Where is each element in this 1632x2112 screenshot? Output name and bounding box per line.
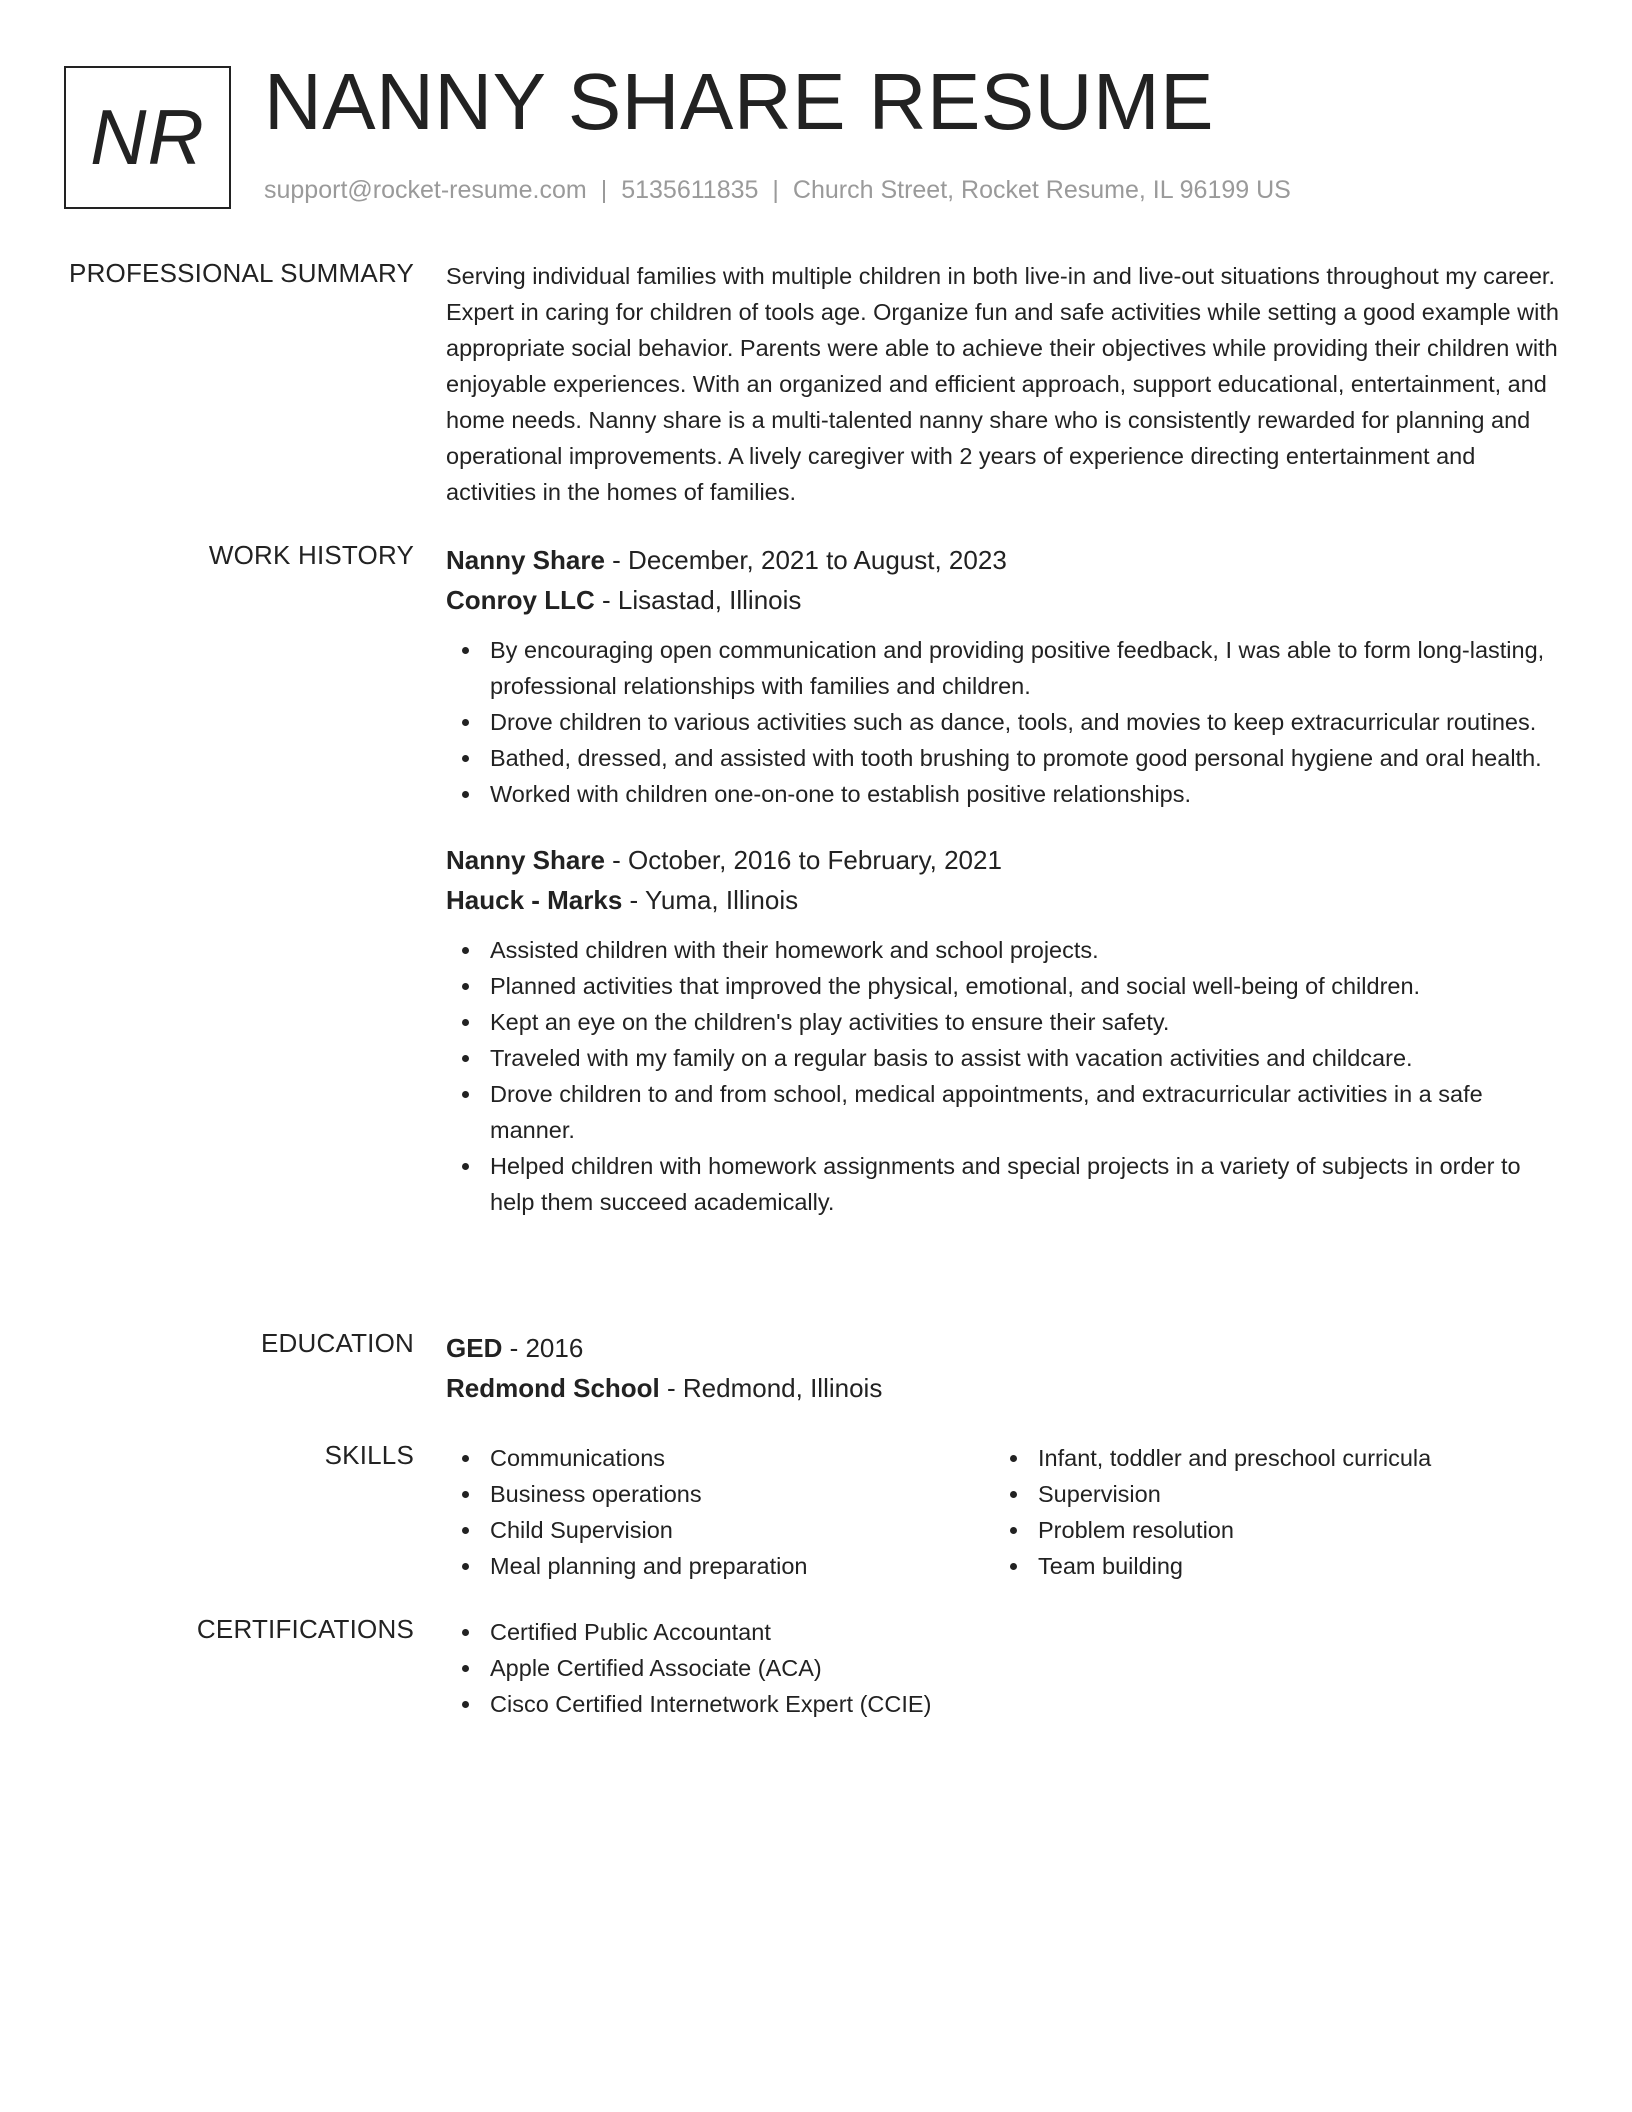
skills-content xyxy=(446,1440,1566,1584)
job-entry xyxy=(446,540,1566,812)
education-location: - Redmond, Illinois xyxy=(659,1373,883,1403)
job-duty: Assisted children with their homework and school projects. xyxy=(446,932,1566,968)
education-degree: GED xyxy=(446,1333,503,1363)
contact-phone[interactable]: 5135611835 xyxy=(621,176,759,204)
job-location: - Yuma, Illinois xyxy=(622,885,799,915)
contact-separator: | xyxy=(600,176,608,204)
job-entry xyxy=(446,840,1566,1220)
job-title: Nanny Share xyxy=(446,845,605,875)
job-company: Conroy LLC xyxy=(446,585,595,615)
skill-item: Team building xyxy=(994,1548,1542,1584)
job-duty: By encouraging open communication and providing positive feedback, I was able to form long-lasting, professional relationships with families and children. xyxy=(446,632,1566,704)
contact-separator: | xyxy=(772,176,779,204)
job-duty: Bathed, dressed, and assisted with tooth brushing to promote good personal hygiene and oral health. xyxy=(446,740,1566,776)
skills-list-right xyxy=(994,1440,1542,1584)
certification-item: Cisco Certified Internetwork Expert (CCIE) xyxy=(446,1686,1346,1722)
education-content xyxy=(446,1328,1566,1408)
job-title-line xyxy=(446,840,1566,880)
certification-item: Certified Public Accountant xyxy=(446,1614,1346,1650)
monogram-box xyxy=(64,66,231,209)
job-title: Nanny Share xyxy=(446,545,605,575)
resume-title: NANNY SHARE RESUME xyxy=(264,57,1214,146)
contact-email[interactable]: support@rocket-resume.com xyxy=(264,176,587,204)
summary-text: Serving individual families with multiple children in both live-in and live-out situations throughout my career. Expert in caring for children of tools age. Organize fun and safe activities while setting a good example with appropriate social behavior. Parents were able to achieve their objectives while providing their children with enjoyable experiences. With an organized and efficient approach, support educational, entertainment, and home needs. Nanny share is a multi-talented nanny share who is consistently rewarded for planning and operational improvements. A lively caregiver with 2 years of experience directing entertainment and activities in the homes of families. xyxy=(446,263,1559,505)
section-label-certifications: CERTIFICATIONS xyxy=(196,1614,414,1644)
job-duty: Planned activities that improved the physical, emotional, and social well-being of children. xyxy=(446,968,1566,1004)
education-school: Redmond School xyxy=(446,1373,660,1403)
skills-list-left xyxy=(446,1440,994,1584)
contact-address: Church Street, Rocket Resume, IL 96199 US xyxy=(792,176,1291,204)
job-duty: Helped children with homework assignments and special projects in a variety of subjects in order to help them succeed academically. xyxy=(446,1148,1566,1220)
contact-line xyxy=(264,176,1291,205)
job-duty: Kept an eye on the children's play activities to ensure their safety. xyxy=(446,1004,1566,1040)
skill-item: Child Supervision xyxy=(446,1512,994,1548)
skill-item: Supervision xyxy=(994,1476,1542,1512)
job-company: Hauck - Marks xyxy=(446,885,623,915)
section-label-skills: SKILLS xyxy=(324,1440,414,1470)
certifications-list xyxy=(446,1614,1346,1722)
section-label-work-history: WORK HISTORY xyxy=(208,540,414,570)
job-duty: Drove children to and from school, medical appointments, and extracurricular activities in a safe manner. xyxy=(446,1076,1566,1148)
education-degree-line xyxy=(446,1328,1566,1368)
skill-item: Problem resolution xyxy=(994,1512,1542,1548)
job-duties-list xyxy=(446,632,1566,812)
skill-item: Business operations xyxy=(446,1476,994,1512)
skill-item: Infant, toddler and preschool curricula xyxy=(994,1440,1542,1476)
skill-item: Communications xyxy=(446,1440,994,1476)
certifications-content xyxy=(446,1614,1566,1722)
job-dates: - October, 2016 to February, 2021 xyxy=(604,845,1002,875)
education-school-line xyxy=(446,1368,1566,1408)
job-dates: - December, 2021 to August, 2023 xyxy=(604,545,1007,575)
job-duty: Traveled with my family on a regular basis to assist with vacation activities and childcare. xyxy=(446,1040,1566,1076)
job-location: - Lisastad, Illinois xyxy=(594,585,802,615)
job-duties-list xyxy=(446,932,1566,1220)
job-title-line xyxy=(446,540,1566,580)
skill-item: Meal planning and preparation xyxy=(446,1548,994,1584)
work-history-content xyxy=(446,540,1566,1220)
monogram-initials: NR xyxy=(90,93,205,181)
section-label-summary: PROFESSIONAL SUMMARY xyxy=(69,258,414,288)
job-company-line xyxy=(446,880,1566,920)
education-year: - 2016 xyxy=(502,1333,584,1363)
job-duty: Drove children to various activities such as dance, tools, and movies to keep extracurricular routines. xyxy=(446,704,1566,740)
job-company-line xyxy=(446,580,1566,620)
certification-item: Apple Certified Associate (ACA) xyxy=(446,1650,1346,1686)
section-label-education: EDUCATION xyxy=(261,1328,414,1358)
job-duty: Worked with children one-on-one to establish positive relationships. xyxy=(446,776,1566,812)
